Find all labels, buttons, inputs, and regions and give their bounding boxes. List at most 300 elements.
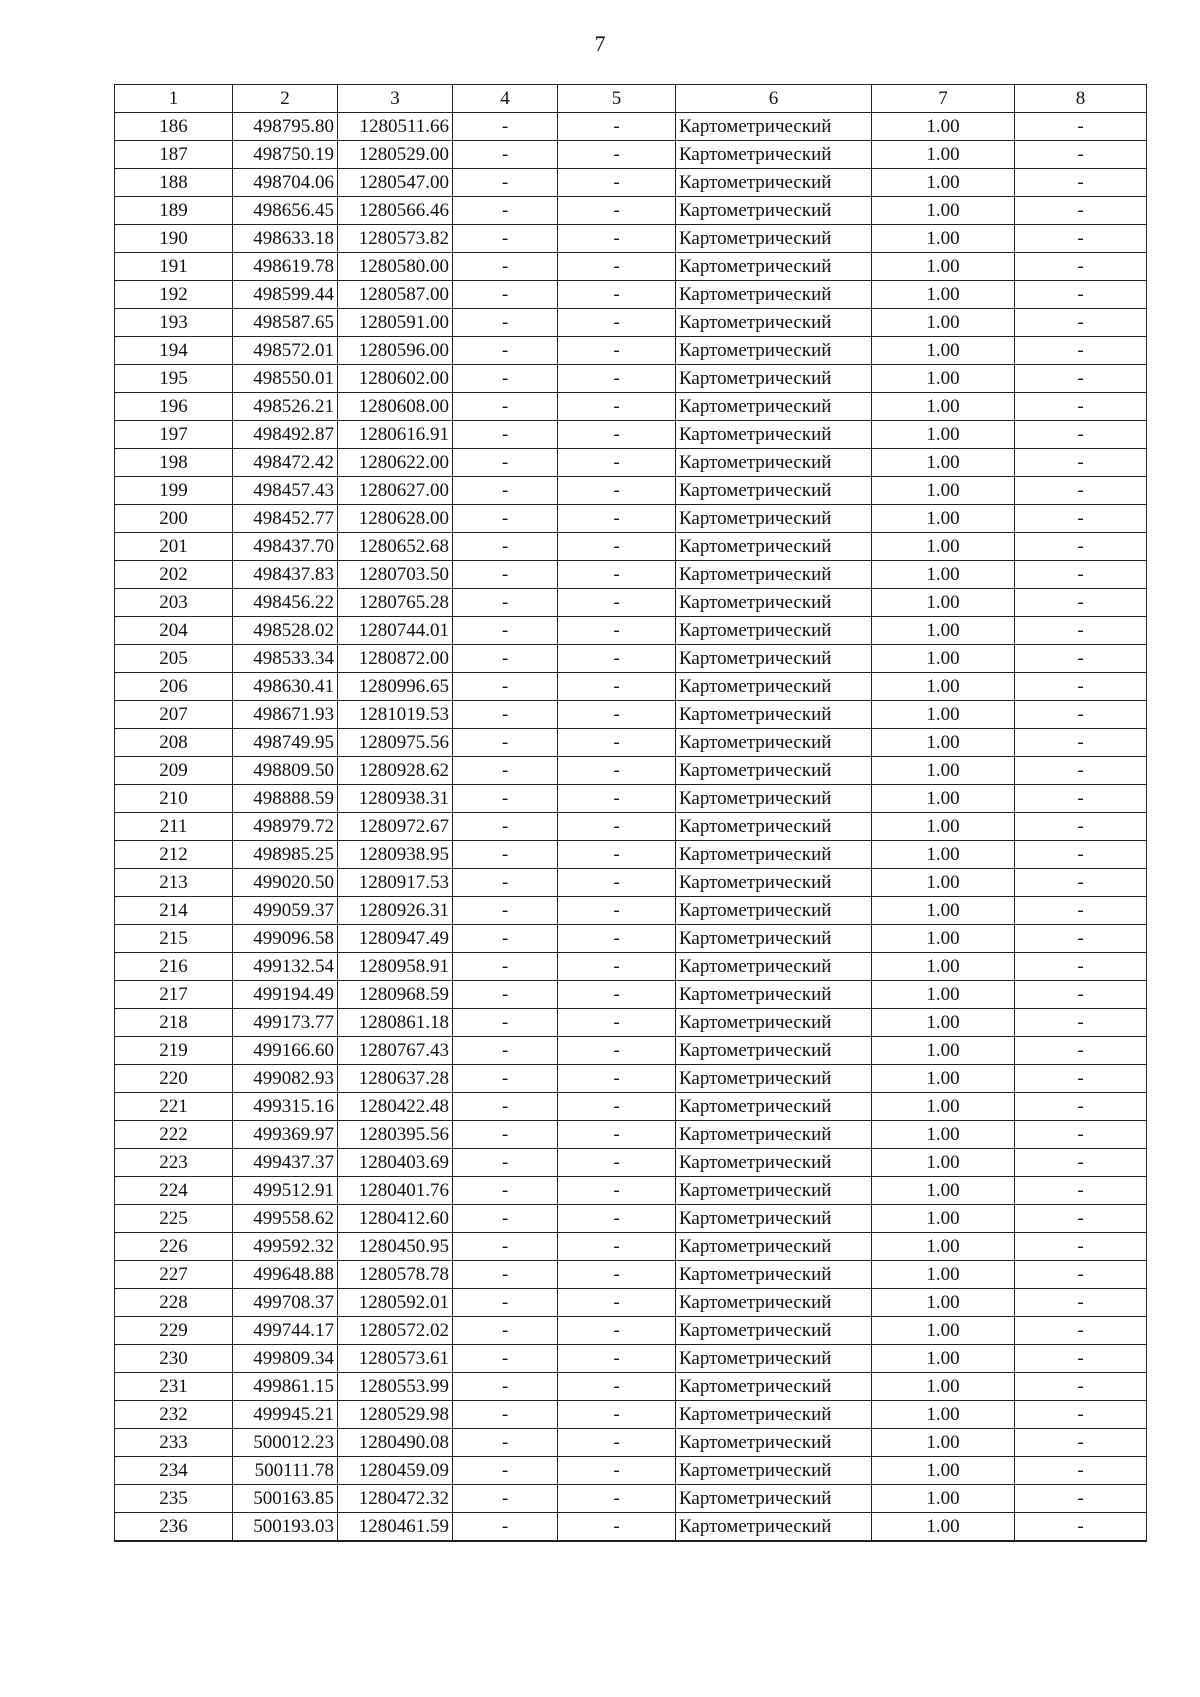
y-coordinate-cell: 1280703.50 — [338, 561, 453, 589]
column-8-cell: - — [1015, 953, 1147, 981]
x-coordinate-cell: 499512.91 — [233, 1177, 338, 1205]
method-cell: Картометрический — [676, 1065, 872, 1093]
column-5-cell: - — [558, 981, 676, 1009]
y-coordinate-cell: 1280602.00 — [338, 365, 453, 393]
y-coordinate-cell: 1280744.01 — [338, 617, 453, 645]
table-row — [115, 617, 1147, 645]
accuracy-cell: 1.00 — [872, 393, 1015, 421]
accuracy-cell: 1.00 — [872, 981, 1015, 1009]
table-row — [115, 1429, 1147, 1457]
accuracy-cell: 1.00 — [872, 757, 1015, 785]
x-coordinate-cell: 498704.06 — [233, 169, 338, 197]
column-4-cell: - — [453, 1121, 558, 1149]
point-number-cell: 208 — [115, 729, 233, 757]
y-coordinate-cell: 1280765.28 — [338, 589, 453, 617]
method-cell: Картометрический — [676, 785, 872, 813]
column-5-cell: - — [558, 1065, 676, 1093]
column-4-cell: - — [453, 1261, 558, 1289]
table-row — [115, 673, 1147, 701]
column-8-cell: - — [1015, 533, 1147, 561]
column-4-cell: - — [453, 1457, 558, 1485]
point-number-cell: 198 — [115, 449, 233, 477]
point-number-cell: 205 — [115, 645, 233, 673]
column-8-cell: - — [1015, 1345, 1147, 1373]
x-coordinate-cell: 498587.65 — [233, 309, 338, 337]
header-row — [115, 85, 1147, 113]
accuracy-cell: 1.00 — [872, 1345, 1015, 1373]
column-8-cell: - — [1015, 1513, 1147, 1542]
method-cell: Картометрический — [676, 1513, 872, 1542]
column-4-cell: - — [453, 729, 558, 757]
column-5-cell: - — [558, 477, 676, 505]
accuracy-cell: 1.00 — [872, 561, 1015, 589]
point-number-cell: 230 — [115, 1345, 233, 1373]
x-coordinate-cell: 498533.34 — [233, 645, 338, 673]
point-number-cell: 194 — [115, 337, 233, 365]
column-8-cell: - — [1015, 169, 1147, 197]
column-5-cell: - — [558, 421, 676, 449]
column-8-cell: - — [1015, 113, 1147, 141]
column-4-cell: - — [453, 1065, 558, 1093]
x-coordinate-cell: 498472.42 — [233, 449, 338, 477]
accuracy-cell: 1.00 — [872, 309, 1015, 337]
table-header — [115, 85, 1147, 113]
column-8-cell: - — [1015, 617, 1147, 645]
column-4-cell: - — [453, 449, 558, 477]
column-5-cell: - — [558, 729, 676, 757]
column-5-cell: - — [558, 393, 676, 421]
point-number-cell: 236 — [115, 1513, 233, 1542]
column-4-cell: - — [453, 281, 558, 309]
column-5-cell: - — [558, 449, 676, 477]
accuracy-cell: 1.00 — [872, 1317, 1015, 1345]
column-4-cell: - — [453, 477, 558, 505]
point-number-cell: 220 — [115, 1065, 233, 1093]
accuracy-cell: 1.00 — [872, 1149, 1015, 1177]
method-cell: Картометрический — [676, 729, 872, 757]
y-coordinate-cell: 1280587.00 — [338, 281, 453, 309]
column-5-cell: - — [558, 253, 676, 281]
column-5-cell: - — [558, 1289, 676, 1317]
point-number-cell: 221 — [115, 1093, 233, 1121]
column-8-cell: - — [1015, 253, 1147, 281]
column-5-cell: - — [558, 1261, 676, 1289]
method-cell: Картометрический — [676, 841, 872, 869]
method-cell: Картометрический — [676, 337, 872, 365]
column-8-cell: - — [1015, 1457, 1147, 1485]
column-5-cell: - — [558, 1317, 676, 1345]
column-5-cell: - — [558, 953, 676, 981]
column-4-cell: - — [453, 169, 558, 197]
y-coordinate-cell: 1280652.68 — [338, 533, 453, 561]
accuracy-cell: 1.00 — [872, 1121, 1015, 1149]
column-4-cell: - — [453, 309, 558, 337]
method-cell: Картометрический — [676, 281, 872, 309]
table-row — [115, 1289, 1147, 1317]
y-coordinate-cell: 1280566.46 — [338, 197, 453, 225]
y-coordinate-cell: 1280580.00 — [338, 253, 453, 281]
method-cell: Картометрический — [676, 1485, 872, 1513]
accuracy-cell: 1.00 — [872, 1373, 1015, 1401]
x-coordinate-cell: 499194.49 — [233, 981, 338, 1009]
column-8-cell: - — [1015, 1401, 1147, 1429]
column-5-cell: - — [558, 785, 676, 813]
column-8-cell: - — [1015, 505, 1147, 533]
point-number-cell: 209 — [115, 757, 233, 785]
method-cell: Картометрический — [676, 113, 872, 141]
table-row — [115, 1009, 1147, 1037]
column-8-cell: - — [1015, 673, 1147, 701]
point-number-cell: 223 — [115, 1149, 233, 1177]
table-row — [115, 897, 1147, 925]
column-8-cell: - — [1015, 197, 1147, 225]
column-8-cell: - — [1015, 1373, 1147, 1401]
column-4-cell: - — [453, 533, 558, 561]
y-coordinate-cell: 1280395.56 — [338, 1121, 453, 1149]
point-number-cell: 191 — [115, 253, 233, 281]
point-number-cell: 207 — [115, 701, 233, 729]
table-row — [115, 1457, 1147, 1485]
column-8-cell: - — [1015, 1429, 1147, 1457]
accuracy-cell: 1.00 — [872, 1177, 1015, 1205]
x-coordinate-cell: 498437.83 — [233, 561, 338, 589]
table-row — [115, 533, 1147, 561]
accuracy-cell: 1.00 — [872, 113, 1015, 141]
point-number-cell: 227 — [115, 1261, 233, 1289]
column-4-cell: - — [453, 589, 558, 617]
point-number-cell: 229 — [115, 1317, 233, 1345]
accuracy-cell: 1.00 — [872, 1401, 1015, 1429]
accuracy-cell: 1.00 — [872, 477, 1015, 505]
column-5-cell: - — [558, 841, 676, 869]
accuracy-cell: 1.00 — [872, 813, 1015, 841]
column-8-cell: - — [1015, 225, 1147, 253]
table-row — [115, 1373, 1147, 1401]
x-coordinate-cell: 498526.21 — [233, 393, 338, 421]
accuracy-cell: 1.00 — [872, 197, 1015, 225]
y-coordinate-cell: 1280459.09 — [338, 1457, 453, 1485]
column-5-cell: - — [558, 1401, 676, 1429]
y-coordinate-cell: 1280616.91 — [338, 421, 453, 449]
accuracy-cell: 1.00 — [872, 1457, 1015, 1485]
method-cell: Картометрический — [676, 869, 872, 897]
accuracy-cell: 1.00 — [872, 1233, 1015, 1261]
table-row — [115, 197, 1147, 225]
point-number-cell: 206 — [115, 673, 233, 701]
point-number-cell: 222 — [115, 1121, 233, 1149]
table-row — [115, 1037, 1147, 1065]
point-number-cell: 224 — [115, 1177, 233, 1205]
y-coordinate-cell: 1280938.95 — [338, 841, 453, 869]
column-header-4: 4 — [453, 85, 558, 113]
accuracy-cell: 1.00 — [872, 617, 1015, 645]
table-row — [115, 953, 1147, 981]
x-coordinate-cell: 498888.59 — [233, 785, 338, 813]
method-cell: Картометрический — [676, 309, 872, 337]
x-coordinate-cell: 499020.50 — [233, 869, 338, 897]
table-row — [115, 309, 1147, 337]
column-5-cell: - — [558, 925, 676, 953]
table-row — [115, 1401, 1147, 1429]
column-5-cell: - — [558, 1121, 676, 1149]
accuracy-cell: 1.00 — [872, 1485, 1015, 1513]
column-8-cell: - — [1015, 477, 1147, 505]
column-4-cell: - — [453, 393, 558, 421]
column-header-2: 2 — [233, 85, 338, 113]
table-row — [115, 1261, 1147, 1289]
x-coordinate-cell: 499945.21 — [233, 1401, 338, 1429]
column-header-3: 3 — [338, 85, 453, 113]
point-number-cell: 192 — [115, 281, 233, 309]
point-number-cell: 233 — [115, 1429, 233, 1457]
x-coordinate-cell: 498457.43 — [233, 477, 338, 505]
column-5-cell: - — [558, 897, 676, 925]
table-row — [115, 1233, 1147, 1261]
column-5-cell: - — [558, 813, 676, 841]
method-cell: Картометрический — [676, 1093, 872, 1121]
table-row — [115, 141, 1147, 169]
column-4-cell: - — [453, 813, 558, 841]
y-coordinate-cell: 1280511.66 — [338, 113, 453, 141]
column-8-cell: - — [1015, 869, 1147, 897]
column-8-cell: - — [1015, 449, 1147, 477]
point-number-cell: 203 — [115, 589, 233, 617]
point-number-cell: 196 — [115, 393, 233, 421]
column-5-cell: - — [558, 757, 676, 785]
method-cell: Картометрический — [676, 1149, 872, 1177]
point-number-cell: 219 — [115, 1037, 233, 1065]
point-number-cell: 186 — [115, 113, 233, 141]
column-4-cell: - — [453, 1093, 558, 1121]
accuracy-cell: 1.00 — [872, 1009, 1015, 1037]
y-coordinate-cell: 1280401.76 — [338, 1177, 453, 1205]
column-4-cell: - — [453, 1429, 558, 1457]
table-row — [115, 981, 1147, 1009]
accuracy-cell: 1.00 — [872, 589, 1015, 617]
y-coordinate-cell: 1280450.95 — [338, 1233, 453, 1261]
point-number-cell: 213 — [115, 869, 233, 897]
column-4-cell: - — [453, 1233, 558, 1261]
table-row — [115, 925, 1147, 953]
x-coordinate-cell: 500163.85 — [233, 1485, 338, 1513]
table-row — [115, 1093, 1147, 1121]
column-4-cell: - — [453, 1149, 558, 1177]
x-coordinate-cell: 498809.50 — [233, 757, 338, 785]
column-5-cell: - — [558, 141, 676, 169]
y-coordinate-cell: 1280592.01 — [338, 1289, 453, 1317]
column-5-cell: - — [558, 1485, 676, 1513]
table-row — [115, 225, 1147, 253]
point-number-cell: 204 — [115, 617, 233, 645]
y-coordinate-cell: 1280578.78 — [338, 1261, 453, 1289]
table-row — [115, 869, 1147, 897]
table-row — [115, 365, 1147, 393]
column-4-cell: - — [453, 337, 558, 365]
y-coordinate-cell: 1280573.82 — [338, 225, 453, 253]
accuracy-cell: 1.00 — [872, 1261, 1015, 1289]
y-coordinate-cell: 1280926.31 — [338, 897, 453, 925]
column-4-cell: - — [453, 1373, 558, 1401]
accuracy-cell: 1.00 — [872, 785, 1015, 813]
x-coordinate-cell: 499173.77 — [233, 1009, 338, 1037]
column-8-cell: - — [1015, 421, 1147, 449]
table-row — [115, 1205, 1147, 1233]
point-number-cell: 214 — [115, 897, 233, 925]
coordinates-table — [114, 84, 1147, 1542]
method-cell: Картометрический — [676, 561, 872, 589]
method-cell: Картометрический — [676, 1457, 872, 1485]
y-coordinate-cell: 1280628.00 — [338, 505, 453, 533]
method-cell: Картометрический — [676, 253, 872, 281]
column-8-cell: - — [1015, 1289, 1147, 1317]
accuracy-cell: 1.00 — [872, 1289, 1015, 1317]
method-cell: Картометрический — [676, 1289, 872, 1317]
column-5-cell: - — [558, 1429, 676, 1457]
x-coordinate-cell: 498452.77 — [233, 505, 338, 533]
accuracy-cell: 1.00 — [872, 701, 1015, 729]
column-4-cell: - — [453, 505, 558, 533]
table-row — [115, 281, 1147, 309]
column-4-cell: - — [453, 225, 558, 253]
y-coordinate-cell: 1280938.31 — [338, 785, 453, 813]
accuracy-cell: 1.00 — [872, 1513, 1015, 1542]
method-cell: Картометрический — [676, 1037, 872, 1065]
point-number-cell: 201 — [115, 533, 233, 561]
method-cell: Картометрический — [676, 589, 872, 617]
table-row — [115, 785, 1147, 813]
method-cell: Картометрический — [676, 421, 872, 449]
y-coordinate-cell: 1280403.69 — [338, 1149, 453, 1177]
table-row — [115, 505, 1147, 533]
column-header-1: 1 — [115, 85, 233, 113]
page-number: 7 — [594, 31, 606, 56]
table-row — [115, 813, 1147, 841]
x-coordinate-cell: 498492.87 — [233, 421, 338, 449]
accuracy-cell: 1.00 — [872, 1065, 1015, 1093]
point-number-cell: 187 — [115, 141, 233, 169]
table-row — [115, 645, 1147, 673]
column-4-cell: - — [453, 673, 558, 701]
column-5-cell: - — [558, 309, 676, 337]
column-8-cell: - — [1015, 785, 1147, 813]
table-row — [115, 477, 1147, 505]
y-coordinate-cell: 1280573.61 — [338, 1345, 453, 1373]
table-row — [115, 337, 1147, 365]
y-coordinate-cell: 1280972.67 — [338, 813, 453, 841]
column-8-cell: - — [1015, 757, 1147, 785]
y-coordinate-cell: 1280622.00 — [338, 449, 453, 477]
point-number-cell: 215 — [115, 925, 233, 953]
column-4-cell: - — [453, 197, 558, 225]
table-row — [115, 589, 1147, 617]
column-5-cell: - — [558, 1457, 676, 1485]
column-4-cell: - — [453, 1205, 558, 1233]
column-8-cell: - — [1015, 1317, 1147, 1345]
x-coordinate-cell: 499059.37 — [233, 897, 338, 925]
column-8-cell: - — [1015, 1009, 1147, 1037]
y-coordinate-cell: 1280996.65 — [338, 673, 453, 701]
column-5-cell: - — [558, 169, 676, 197]
table-row — [115, 169, 1147, 197]
method-cell: Картометрический — [676, 365, 872, 393]
accuracy-cell: 1.00 — [872, 673, 1015, 701]
table-row — [115, 841, 1147, 869]
column-4-cell: - — [453, 841, 558, 869]
table-row — [115, 1485, 1147, 1513]
point-number-cell: 197 — [115, 421, 233, 449]
table-row — [115, 1345, 1147, 1373]
method-cell: Картометрический — [676, 757, 872, 785]
method-cell: Картометрический — [676, 1345, 872, 1373]
method-cell: Картометрический — [676, 393, 872, 421]
column-4-cell: - — [453, 953, 558, 981]
column-header-6: 6 — [676, 85, 872, 113]
table-row — [115, 393, 1147, 421]
method-cell: Картометрический — [676, 533, 872, 561]
column-8-cell: - — [1015, 701, 1147, 729]
column-5-cell: - — [558, 1345, 676, 1373]
column-5-cell: - — [558, 701, 676, 729]
column-4-cell: - — [453, 869, 558, 897]
table-row — [115, 1121, 1147, 1149]
y-coordinate-cell: 1280627.00 — [338, 477, 453, 505]
point-number-cell: 188 — [115, 169, 233, 197]
y-coordinate-cell: 1280461.59 — [338, 1513, 453, 1542]
y-coordinate-cell: 1280472.32 — [338, 1485, 453, 1513]
column-4-cell: - — [453, 757, 558, 785]
method-cell: Картометрический — [676, 925, 872, 953]
x-coordinate-cell: 498795.80 — [233, 113, 338, 141]
column-8-cell: - — [1015, 365, 1147, 393]
y-coordinate-cell: 1280928.62 — [338, 757, 453, 785]
x-coordinate-cell: 499744.17 — [233, 1317, 338, 1345]
accuracy-cell: 1.00 — [872, 141, 1015, 169]
y-coordinate-cell: 1280872.00 — [338, 645, 453, 673]
column-5-cell: - — [558, 505, 676, 533]
method-cell: Картометрический — [676, 673, 872, 701]
column-8-cell: - — [1015, 589, 1147, 617]
column-5-cell: - — [558, 1205, 676, 1233]
column-8-cell: - — [1015, 281, 1147, 309]
method-cell: Картометрический — [676, 701, 872, 729]
method-cell: Картометрический — [676, 449, 872, 477]
table-row — [115, 421, 1147, 449]
y-coordinate-cell: 1280596.00 — [338, 337, 453, 365]
column-8-cell: - — [1015, 141, 1147, 169]
table-row — [115, 1149, 1147, 1177]
column-5-cell: - — [558, 1009, 676, 1037]
column-5-cell: - — [558, 1149, 676, 1177]
column-5-cell: - — [558, 617, 676, 645]
point-number-cell: 231 — [115, 1373, 233, 1401]
column-5-cell: - — [558, 225, 676, 253]
column-4-cell: - — [453, 1513, 558, 1542]
column-4-cell: - — [453, 1009, 558, 1037]
x-coordinate-cell: 499558.62 — [233, 1205, 338, 1233]
x-coordinate-cell: 500012.23 — [233, 1429, 338, 1457]
x-coordinate-cell: 498630.41 — [233, 673, 338, 701]
column-4-cell: - — [453, 1485, 558, 1513]
column-8-cell: - — [1015, 897, 1147, 925]
column-5-cell: - — [558, 673, 676, 701]
column-header-7: 7 — [872, 85, 1015, 113]
table-row — [115, 561, 1147, 589]
point-number-cell: 200 — [115, 505, 233, 533]
column-8-cell: - — [1015, 1177, 1147, 1205]
column-5-cell: - — [558, 1373, 676, 1401]
method-cell: Картометрический — [676, 1261, 872, 1289]
x-coordinate-cell: 498633.18 — [233, 225, 338, 253]
